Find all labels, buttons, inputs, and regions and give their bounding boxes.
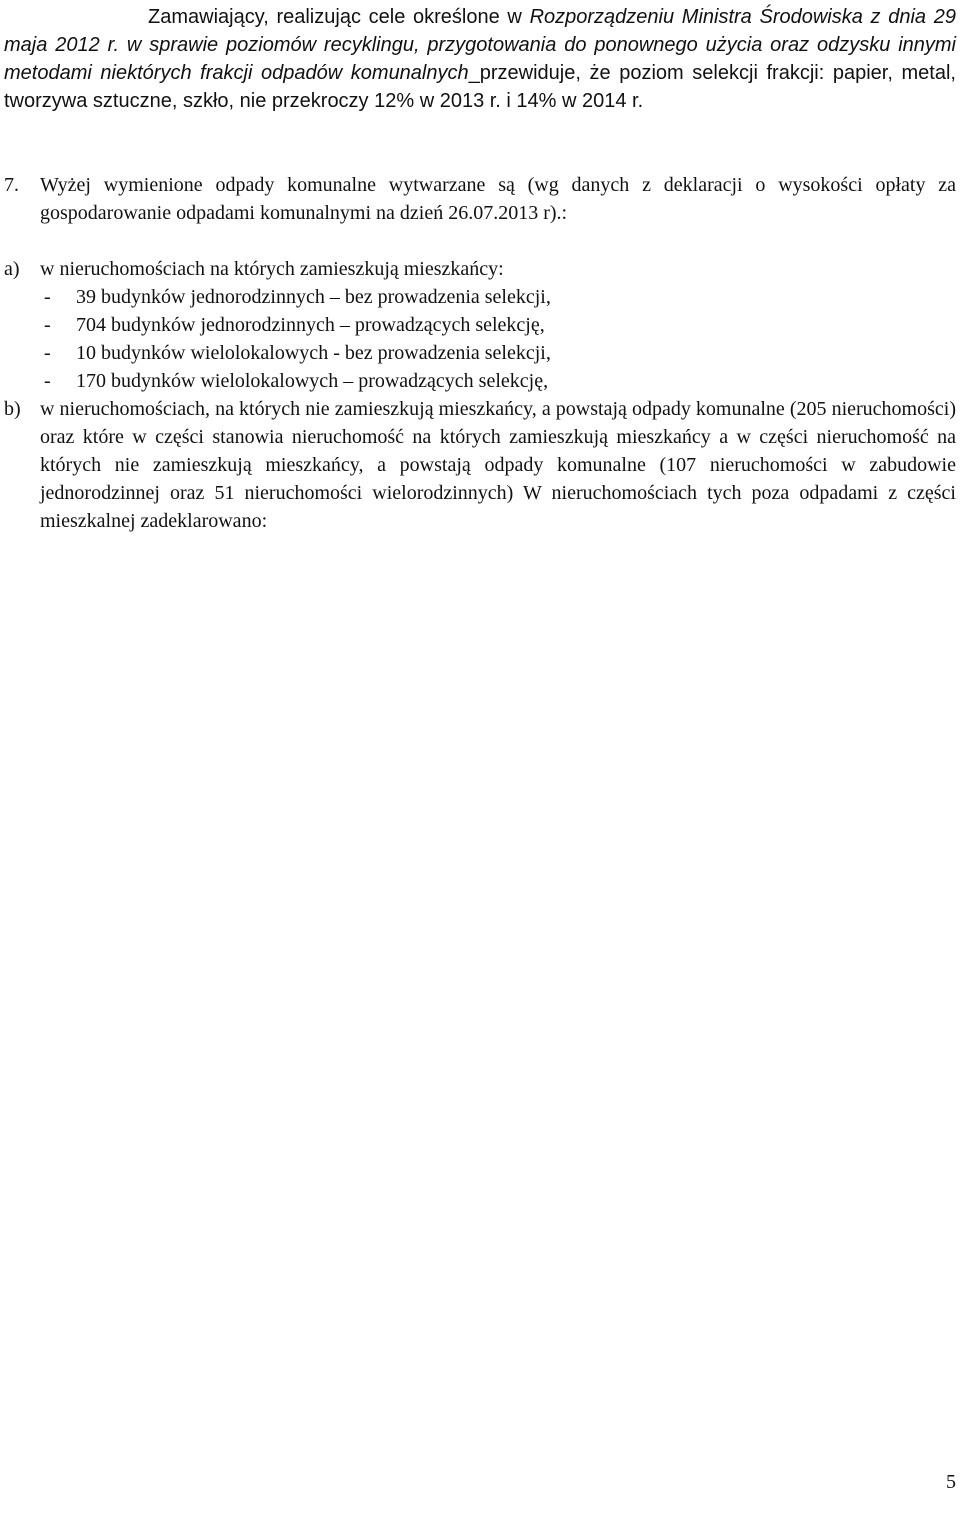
- section-7: [4, 171, 956, 227]
- page-number: 5: [946, 1471, 956, 1493]
- intro-paragraph: [4, 3, 956, 115]
- intro-text-tail: _przewiduje, że poziom selekcji frakcji: papier, metal, tworzywa sztuczne, szkło, nie przekroczy 12% w 2013 r. i 14% w 2014 r.: [4, 62, 956, 112]
- bullet-dash: -: [44, 314, 51, 336]
- item-b-text: w nieruchomościach, na których nie zamieszkują mieszkańcy, a powstają odpady komunalne (205 nieruchomości) oraz które w części stanowia nieruchomość na których zamieszkują mieszkańcy a w części nieruchomość na których nie zamieszkują mieszkańcy, a powstają odpady komunalne (107 nieruchomości w zabudowie jednorodzinnej oraz 51 nieruchomości wielorodzinnych) W nieruchomościach tych poza odpadami z części mieszkalnej zadeklarowano:: [40, 398, 956, 532]
- list-item: [4, 283, 956, 311]
- list-item: [4, 339, 956, 367]
- item-a: [4, 255, 956, 395]
- bullet-dash: -: [44, 370, 51, 392]
- item-a-text: w nieruchomościach na których zamieszkują mieszkańcy:: [40, 258, 504, 280]
- list-item-text: 39 budynków jednorodzinnych – bez prowadzenia selekcji,: [76, 286, 551, 308]
- section-7-text: Wyżej wymienione odpady komunalne wytwarzane są (wg danych z deklaracji o wysokości opłaty za gospodarowanie odpadami komunalnymi na dzień 26.07.2013 r).:: [40, 174, 956, 224]
- list-item-text: 704 budynków jednorodzinnych – prowadzących selekcję,: [76, 314, 545, 336]
- list-item: [4, 367, 956, 395]
- regulation-title: Rozporządzeniu Ministra Środowiska z dnia 29 maja 2012 r. w sprawie poziomów recyklingu, przygotowania do ponownego użycia oraz odzysku innymi metodami niektórych frakcji odpadów komunalnych: [4, 6, 956, 84]
- intro-text-lead: Zamawiający, realizując cele określone w: [148, 6, 530, 28]
- bullet-dash: -: [44, 342, 51, 364]
- bullet-dash: -: [44, 286, 51, 308]
- list-item-text: 10 budynków wielolokalowych - bez prowadzenia selekcji,: [76, 342, 551, 364]
- item-a-label: a): [4, 258, 20, 280]
- list-item-text: 170 budynków wielolokalowych – prowadzących selekcję,: [76, 370, 549, 392]
- list-item: [4, 311, 956, 339]
- item-b: [4, 395, 956, 535]
- item-b-label: b): [4, 398, 21, 420]
- section-number: 7.: [4, 174, 19, 196]
